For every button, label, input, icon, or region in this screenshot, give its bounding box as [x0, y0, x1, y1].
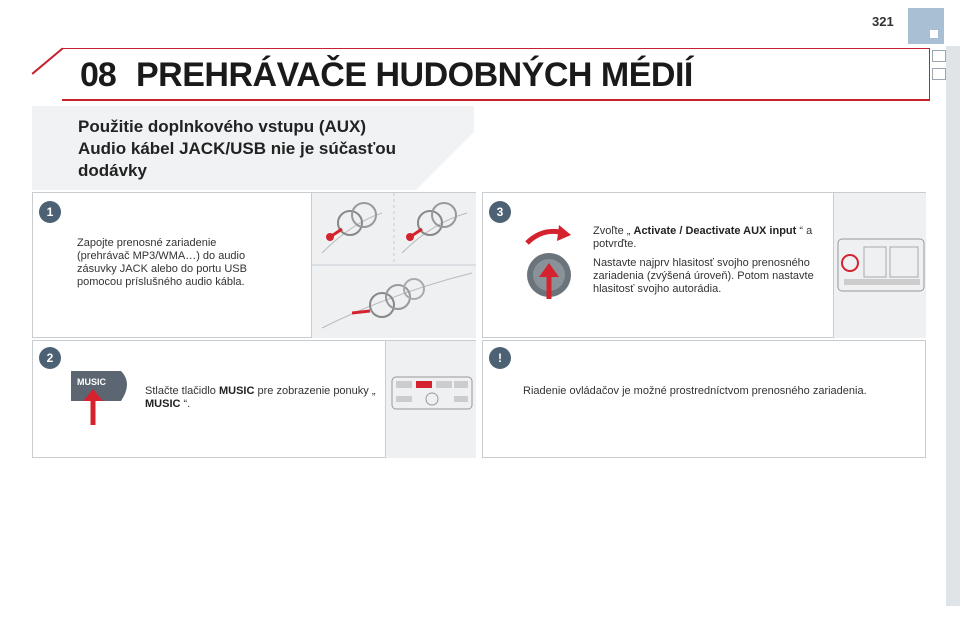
chapter-number: 08: [80, 56, 116, 94]
step-3-text: [593, 225, 829, 302]
chapter-underline: [62, 99, 930, 101]
side-marker: [932, 50, 946, 62]
step-3-panel: [482, 192, 926, 338]
step-1-panel: [32, 192, 476, 338]
step-1-text: Zapojte prenosné zariadenie (prehrávač MP3/WMA…) do audio zásuvky JACK alebo do portu USB pomocou príslušného audio kábla.: [77, 237, 247, 288]
music-button-illustration: [71, 367, 133, 431]
warning-panel: [482, 340, 926, 458]
corner-tab: [908, 8, 944, 44]
step-2-text: Stlačte tlačidlo MUSIC pre zobrazenie ponuky „ MUSIC “.: [145, 385, 376, 410]
radio-unit-illustration: [833, 193, 926, 338]
step-2-panel: [32, 340, 476, 458]
page-number: 321: [872, 14, 894, 29]
rotary-knob-illustration: [513, 223, 583, 303]
cable-connector-icon: [312, 193, 476, 338]
warning-badge: !: [489, 347, 511, 369]
chapter-title: PREHRÁVAČE HUDOBNÝCH MÉDIÍ: [136, 56, 693, 94]
warning-text: Riadenie ovládačov je možné prostredníctvom prenosného zariadenia.: [523, 385, 867, 397]
music-button-label: MUSIC: [77, 377, 106, 387]
side-marker: [932, 68, 946, 80]
section-title: [78, 116, 468, 182]
radio-panel-icon: [386, 341, 476, 458]
section-title-line1: Použitie doplnkového vstupu (AUX): [78, 117, 367, 136]
jack-usb-illustration: [311, 193, 476, 338]
step-3-instruction: Zvoľte „ Activate / Deactivate AUX input “ a potvrďte.: [593, 225, 813, 250]
step-2-badge: 2: [39, 347, 61, 369]
step-3-badge: 3: [489, 201, 511, 223]
radio-panel-illustration: [385, 341, 476, 458]
step-3-note: Nastavte najprv hlasitosť svojho prenosného zariadenia (zvýšená úroveň). Potom nastavte hlasitosť svojho autorádia.: [593, 257, 814, 295]
section-title-line2: Audio kábel JACK/USB nie je súčasťou dodávky: [78, 139, 396, 180]
radio-unit-icon: [834, 193, 926, 338]
side-bar: [946, 46, 960, 606]
step-1-badge: 1: [39, 201, 61, 223]
rotary-knob-icon: [513, 223, 583, 303]
